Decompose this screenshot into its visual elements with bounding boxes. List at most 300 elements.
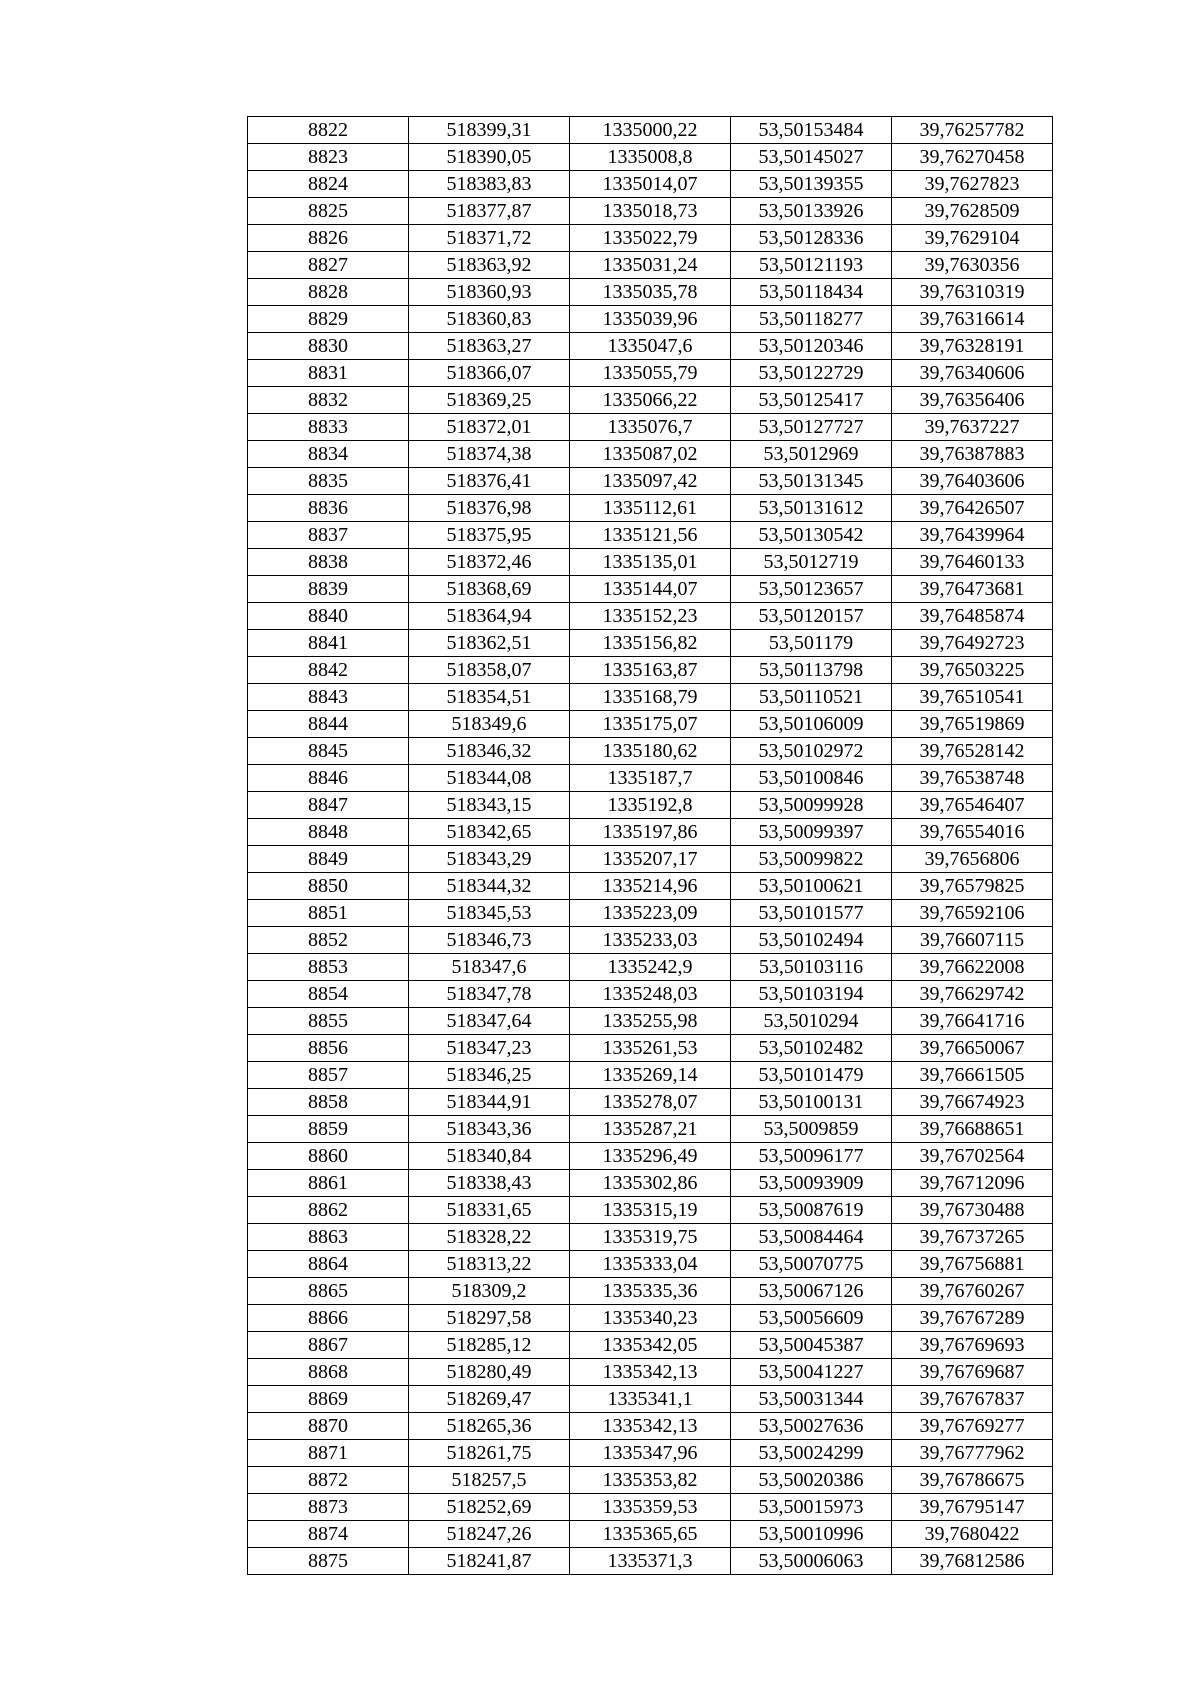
- table-row: [248, 792, 1053, 819]
- table-row: [248, 1332, 1053, 1359]
- longitude-cell: 39,76756881: [892, 1251, 1053, 1278]
- point-number-cell: 8857: [248, 1062, 409, 1089]
- y-coordinate-cell: 1335335,36: [570, 1278, 731, 1305]
- point-number-cell: 8863: [248, 1224, 409, 1251]
- y-coordinate-cell: 1335214,96: [570, 873, 731, 900]
- latitude-cell: 53,50125417: [731, 387, 892, 414]
- latitude-cell: 53,50093909: [731, 1170, 892, 1197]
- y-coordinate-cell: 1335187,7: [570, 765, 731, 792]
- y-coordinate-cell: 1335278,07: [570, 1089, 731, 1116]
- latitude-cell: 53,50067126: [731, 1278, 892, 1305]
- y-coordinate-cell: 1335371,3: [570, 1548, 731, 1575]
- x-coordinate-cell: 518383,83: [409, 171, 570, 198]
- x-coordinate-cell: 518343,29: [409, 846, 570, 873]
- table-row: [248, 1224, 1053, 1251]
- longitude-cell: 39,76629742: [892, 981, 1053, 1008]
- point-number-cell: 8838: [248, 549, 409, 576]
- latitude-cell: 53,50118434: [731, 279, 892, 306]
- y-coordinate-cell: 1335269,14: [570, 1062, 731, 1089]
- y-coordinate-cell: 1335163,87: [570, 657, 731, 684]
- table-row: [248, 360, 1053, 387]
- point-number-cell: 8825: [248, 198, 409, 225]
- latitude-cell: 53,50015973: [731, 1494, 892, 1521]
- table-row: [248, 333, 1053, 360]
- longitude-cell: 39,7628509: [892, 198, 1053, 225]
- table-row: [248, 954, 1053, 981]
- y-coordinate-cell: 1335018,73: [570, 198, 731, 225]
- x-coordinate-cell: 518363,27: [409, 333, 570, 360]
- point-number-cell: 8861: [248, 1170, 409, 1197]
- x-coordinate-cell: 518377,87: [409, 198, 570, 225]
- x-coordinate-cell: 518313,22: [409, 1251, 570, 1278]
- table-row: [248, 252, 1053, 279]
- table-row: [248, 441, 1053, 468]
- table-row: [248, 846, 1053, 873]
- x-coordinate-cell: 518362,51: [409, 630, 570, 657]
- y-coordinate-cell: 1335076,7: [570, 414, 731, 441]
- table-row: [248, 1494, 1053, 1521]
- table-row: [248, 414, 1053, 441]
- latitude-cell: 53,50027636: [731, 1413, 892, 1440]
- x-coordinate-cell: 518280,49: [409, 1359, 570, 1386]
- y-coordinate-cell: 1335014,07: [570, 171, 731, 198]
- table-row: [248, 819, 1053, 846]
- table-row: [248, 1548, 1053, 1575]
- latitude-cell: 53,50139355: [731, 171, 892, 198]
- point-number-cell: 8860: [248, 1143, 409, 1170]
- point-number-cell: 8864: [248, 1251, 409, 1278]
- longitude-cell: 39,76257782: [892, 117, 1053, 144]
- point-number-cell: 8831: [248, 360, 409, 387]
- x-coordinate-cell: 518360,93: [409, 279, 570, 306]
- point-number-cell: 8830: [248, 333, 409, 360]
- y-coordinate-cell: 1335039,96: [570, 306, 731, 333]
- point-number-cell: 8835: [248, 468, 409, 495]
- point-number-cell: 8868: [248, 1359, 409, 1386]
- latitude-cell: 53,50128336: [731, 225, 892, 252]
- longitude-cell: 39,76786675: [892, 1467, 1053, 1494]
- x-coordinate-cell: 518376,41: [409, 468, 570, 495]
- x-coordinate-cell: 518390,05: [409, 144, 570, 171]
- longitude-cell: 39,76674923: [892, 1089, 1053, 1116]
- latitude-cell: 53,50123657: [731, 576, 892, 603]
- y-coordinate-cell: 1335359,53: [570, 1494, 731, 1521]
- longitude-cell: 39,76528142: [892, 738, 1053, 765]
- longitude-cell: 39,76767837: [892, 1386, 1053, 1413]
- table-row: [248, 1521, 1053, 1548]
- latitude-cell: 53,50100846: [731, 765, 892, 792]
- latitude-cell: 53,50099822: [731, 846, 892, 873]
- table-row: [248, 549, 1053, 576]
- latitude-cell: 53,50045387: [731, 1332, 892, 1359]
- latitude-cell: 53,50103194: [731, 981, 892, 1008]
- point-number-cell: 8875: [248, 1548, 409, 1575]
- longitude-cell: 39,76592106: [892, 900, 1053, 927]
- latitude-cell: 53,501179: [731, 630, 892, 657]
- table-row: [248, 171, 1053, 198]
- table-row: [248, 306, 1053, 333]
- point-number-cell: 8849: [248, 846, 409, 873]
- point-number-cell: 8872: [248, 1467, 409, 1494]
- longitude-cell: 39,76426507: [892, 495, 1053, 522]
- latitude-cell: 53,50056609: [731, 1305, 892, 1332]
- latitude-cell: 53,50145027: [731, 144, 892, 171]
- longitude-cell: 39,7680422: [892, 1521, 1053, 1548]
- latitude-cell: 53,50106009: [731, 711, 892, 738]
- longitude-cell: 39,76538748: [892, 765, 1053, 792]
- point-number-cell: 8840: [248, 603, 409, 630]
- y-coordinate-cell: 1335156,82: [570, 630, 731, 657]
- longitude-cell: 39,7637227: [892, 414, 1053, 441]
- point-number-cell: 8855: [248, 1008, 409, 1035]
- point-number-cell: 8874: [248, 1521, 409, 1548]
- y-coordinate-cell: 1335055,79: [570, 360, 731, 387]
- latitude-cell: 53,50102482: [731, 1035, 892, 1062]
- point-number-cell: 8854: [248, 981, 409, 1008]
- latitude-cell: 53,50121193: [731, 252, 892, 279]
- longitude-cell: 39,7630356: [892, 252, 1053, 279]
- y-coordinate-cell: 1335197,86: [570, 819, 731, 846]
- x-coordinate-cell: 518345,53: [409, 900, 570, 927]
- point-number-cell: 8836: [248, 495, 409, 522]
- point-number-cell: 8848: [248, 819, 409, 846]
- x-coordinate-cell: 518285,12: [409, 1332, 570, 1359]
- y-coordinate-cell: 1335066,22: [570, 387, 731, 414]
- y-coordinate-cell: 1335248,03: [570, 981, 731, 1008]
- point-number-cell: 8871: [248, 1440, 409, 1467]
- point-number-cell: 8841: [248, 630, 409, 657]
- point-number-cell: 8866: [248, 1305, 409, 1332]
- y-coordinate-cell: 1335233,03: [570, 927, 731, 954]
- longitude-cell: 39,76387883: [892, 441, 1053, 468]
- y-coordinate-cell: 1335365,65: [570, 1521, 731, 1548]
- y-coordinate-cell: 1335315,19: [570, 1197, 731, 1224]
- longitude-cell: 39,76460133: [892, 549, 1053, 576]
- longitude-cell: 39,76769277: [892, 1413, 1053, 1440]
- longitude-cell: 39,76795147: [892, 1494, 1053, 1521]
- y-coordinate-cell: 1335342,13: [570, 1413, 731, 1440]
- longitude-cell: 39,76641716: [892, 1008, 1053, 1035]
- y-coordinate-cell: 1335121,56: [570, 522, 731, 549]
- y-coordinate-cell: 1335022,79: [570, 225, 731, 252]
- longitude-cell: 39,76702564: [892, 1143, 1053, 1170]
- point-number-cell: 8826: [248, 225, 409, 252]
- y-coordinate-cell: 1335347,96: [570, 1440, 731, 1467]
- latitude-cell: 53,50103116: [731, 954, 892, 981]
- longitude-cell: 39,7656806: [892, 846, 1053, 873]
- table-row: [248, 1143, 1053, 1170]
- table-row: [248, 1251, 1053, 1278]
- x-coordinate-cell: 518354,51: [409, 684, 570, 711]
- table-row: [248, 981, 1053, 1008]
- y-coordinate-cell: 1335207,17: [570, 846, 731, 873]
- latitude-cell: 53,50020386: [731, 1467, 892, 1494]
- table-row: [248, 1413, 1053, 1440]
- x-coordinate-cell: 518344,08: [409, 765, 570, 792]
- y-coordinate-cell: 1335175,07: [570, 711, 731, 738]
- longitude-cell: 39,76554016: [892, 819, 1053, 846]
- latitude-cell: 53,50153484: [731, 117, 892, 144]
- table-row: [248, 1035, 1053, 1062]
- y-coordinate-cell: 1335180,62: [570, 738, 731, 765]
- longitude-cell: 39,76356406: [892, 387, 1053, 414]
- longitude-cell: 39,76510541: [892, 684, 1053, 711]
- x-coordinate-cell: 518261,75: [409, 1440, 570, 1467]
- x-coordinate-cell: 518309,2: [409, 1278, 570, 1305]
- latitude-cell: 53,50024299: [731, 1440, 892, 1467]
- longitude-cell: 39,76777962: [892, 1440, 1053, 1467]
- y-coordinate-cell: 1335341,1: [570, 1386, 731, 1413]
- x-coordinate-cell: 518297,58: [409, 1305, 570, 1332]
- x-coordinate-cell: 518265,36: [409, 1413, 570, 1440]
- latitude-cell: 53,50010996: [731, 1521, 892, 1548]
- longitude-cell: 39,76328191: [892, 333, 1053, 360]
- x-coordinate-cell: 518371,72: [409, 225, 570, 252]
- y-coordinate-cell: 1335144,07: [570, 576, 731, 603]
- y-coordinate-cell: 1335261,53: [570, 1035, 731, 1062]
- table-row: [248, 765, 1053, 792]
- point-number-cell: 8846: [248, 765, 409, 792]
- table-row: [248, 738, 1053, 765]
- longitude-cell: 39,76316614: [892, 306, 1053, 333]
- table-row: [248, 1359, 1053, 1386]
- point-number-cell: 8858: [248, 1089, 409, 1116]
- latitude-cell: 53,50133926: [731, 198, 892, 225]
- table-row: [248, 225, 1053, 252]
- point-number-cell: 8869: [248, 1386, 409, 1413]
- x-coordinate-cell: 518399,31: [409, 117, 570, 144]
- x-coordinate-cell: 518328,22: [409, 1224, 570, 1251]
- latitude-cell: 53,50127727: [731, 414, 892, 441]
- longitude-cell: 39,76812586: [892, 1548, 1053, 1575]
- point-number-cell: 8859: [248, 1116, 409, 1143]
- latitude-cell: 53,5009859: [731, 1116, 892, 1143]
- point-number-cell: 8847: [248, 792, 409, 819]
- y-coordinate-cell: 1335112,61: [570, 495, 731, 522]
- table-row: [248, 1170, 1053, 1197]
- x-coordinate-cell: 518340,84: [409, 1143, 570, 1170]
- y-coordinate-cell: 1335135,01: [570, 549, 731, 576]
- latitude-cell: 53,50120346: [731, 333, 892, 360]
- y-coordinate-cell: 1335035,78: [570, 279, 731, 306]
- latitude-cell: 53,50118277: [731, 306, 892, 333]
- x-coordinate-cell: 518363,92: [409, 252, 570, 279]
- x-coordinate-cell: 518360,83: [409, 306, 570, 333]
- table-row: [248, 144, 1053, 171]
- longitude-cell: 39,76270458: [892, 144, 1053, 171]
- latitude-cell: 53,50120157: [731, 603, 892, 630]
- x-coordinate-cell: 518347,64: [409, 1008, 570, 1035]
- y-coordinate-cell: 1335223,09: [570, 900, 731, 927]
- latitude-cell: 53,50130542: [731, 522, 892, 549]
- y-coordinate-cell: 1335087,02: [570, 441, 731, 468]
- y-coordinate-cell: 1335192,8: [570, 792, 731, 819]
- x-coordinate-cell: 518346,73: [409, 927, 570, 954]
- x-coordinate-cell: 518331,65: [409, 1197, 570, 1224]
- table-row: [248, 1116, 1053, 1143]
- x-coordinate-cell: 518338,43: [409, 1170, 570, 1197]
- table-row: [248, 1197, 1053, 1224]
- longitude-cell: 39,7627823: [892, 171, 1053, 198]
- y-coordinate-cell: 1335333,04: [570, 1251, 731, 1278]
- x-coordinate-cell: 518372,46: [409, 549, 570, 576]
- latitude-cell: 53,50102972: [731, 738, 892, 765]
- table-row: [248, 1440, 1053, 1467]
- longitude-cell: 39,76730488: [892, 1197, 1053, 1224]
- x-coordinate-cell: 518346,25: [409, 1062, 570, 1089]
- point-number-cell: 8822: [248, 117, 409, 144]
- coordinates-table: [247, 116, 1053, 1575]
- y-coordinate-cell: 1335340,23: [570, 1305, 731, 1332]
- table-row: [248, 873, 1053, 900]
- x-coordinate-cell: 518344,32: [409, 873, 570, 900]
- latitude-cell: 53,50100621: [731, 873, 892, 900]
- point-number-cell: 8850: [248, 873, 409, 900]
- y-coordinate-cell: 1335031,24: [570, 252, 731, 279]
- x-coordinate-cell: 518344,91: [409, 1089, 570, 1116]
- table-row: [248, 495, 1053, 522]
- y-coordinate-cell: 1335008,8: [570, 144, 731, 171]
- y-coordinate-cell: 1335296,49: [570, 1143, 731, 1170]
- x-coordinate-cell: 518366,07: [409, 360, 570, 387]
- longitude-cell: 39,76492723: [892, 630, 1053, 657]
- latitude-cell: 53,50099397: [731, 819, 892, 846]
- latitude-cell: 53,5012969: [731, 441, 892, 468]
- y-coordinate-cell: 1335353,82: [570, 1467, 731, 1494]
- longitude-cell: 39,76403606: [892, 468, 1053, 495]
- table-row: [248, 711, 1053, 738]
- longitude-cell: 39,76439964: [892, 522, 1053, 549]
- point-number-cell: 8824: [248, 171, 409, 198]
- x-coordinate-cell: 518241,87: [409, 1548, 570, 1575]
- latitude-cell: 53,50041227: [731, 1359, 892, 1386]
- table-row: [248, 630, 1053, 657]
- latitude-cell: 53,50031344: [731, 1386, 892, 1413]
- table-row: [248, 1467, 1053, 1494]
- table-row: [248, 1008, 1053, 1035]
- x-coordinate-cell: 518364,94: [409, 603, 570, 630]
- table-row: [248, 684, 1053, 711]
- table-row: [248, 1062, 1053, 1089]
- x-coordinate-cell: 518252,69: [409, 1494, 570, 1521]
- x-coordinate-cell: 518247,26: [409, 1521, 570, 1548]
- y-coordinate-cell: 1335319,75: [570, 1224, 731, 1251]
- point-number-cell: 8834: [248, 441, 409, 468]
- y-coordinate-cell: 1335242,9: [570, 954, 731, 981]
- point-number-cell: 8852: [248, 927, 409, 954]
- table-row: [248, 576, 1053, 603]
- point-number-cell: 8832: [248, 387, 409, 414]
- y-coordinate-cell: 1335047,6: [570, 333, 731, 360]
- longitude-cell: 39,76737265: [892, 1224, 1053, 1251]
- longitude-cell: 39,76622008: [892, 954, 1053, 981]
- x-coordinate-cell: 518347,78: [409, 981, 570, 1008]
- y-coordinate-cell: 1335287,21: [570, 1116, 731, 1143]
- point-number-cell: 8828: [248, 279, 409, 306]
- x-coordinate-cell: 518343,15: [409, 792, 570, 819]
- point-number-cell: 8833: [248, 414, 409, 441]
- latitude-cell: 53,50100131: [731, 1089, 892, 1116]
- table-row: [248, 900, 1053, 927]
- latitude-cell: 53,50084464: [731, 1224, 892, 1251]
- longitude-cell: 39,76767289: [892, 1305, 1053, 1332]
- table-row: [248, 522, 1053, 549]
- x-coordinate-cell: 518358,07: [409, 657, 570, 684]
- latitude-cell: 53,5010294: [731, 1008, 892, 1035]
- longitude-cell: 39,76579825: [892, 873, 1053, 900]
- point-number-cell: 8870: [248, 1413, 409, 1440]
- x-coordinate-cell: 518349,6: [409, 711, 570, 738]
- longitude-cell: 39,76473681: [892, 576, 1053, 603]
- longitude-cell: 39,76607115: [892, 927, 1053, 954]
- longitude-cell: 39,76661505: [892, 1062, 1053, 1089]
- y-coordinate-cell: 1335342,05: [570, 1332, 731, 1359]
- table-row: [248, 927, 1053, 954]
- table-row: [248, 468, 1053, 495]
- point-number-cell: 8845: [248, 738, 409, 765]
- point-number-cell: 8853: [248, 954, 409, 981]
- x-coordinate-cell: 518257,5: [409, 1467, 570, 1494]
- longitude-cell: 39,76760267: [892, 1278, 1053, 1305]
- x-coordinate-cell: 518369,25: [409, 387, 570, 414]
- point-number-cell: 8867: [248, 1332, 409, 1359]
- latitude-cell: 53,50099928: [731, 792, 892, 819]
- longitude-cell: 39,76769687: [892, 1359, 1053, 1386]
- point-number-cell: 8843: [248, 684, 409, 711]
- longitude-cell: 39,76340606: [892, 360, 1053, 387]
- latitude-cell: 53,50101479: [731, 1062, 892, 1089]
- latitude-cell: 53,50110521: [731, 684, 892, 711]
- longitude-cell: 39,76712096: [892, 1170, 1053, 1197]
- latitude-cell: 53,50096177: [731, 1143, 892, 1170]
- latitude-cell: 53,50131345: [731, 468, 892, 495]
- latitude-cell: 53,50122729: [731, 360, 892, 387]
- longitude-cell: 39,76650067: [892, 1035, 1053, 1062]
- x-coordinate-cell: 518343,36: [409, 1116, 570, 1143]
- latitude-cell: 53,50131612: [731, 495, 892, 522]
- x-coordinate-cell: 518374,38: [409, 441, 570, 468]
- latitude-cell: 53,50102494: [731, 927, 892, 954]
- x-coordinate-cell: 518346,32: [409, 738, 570, 765]
- x-coordinate-cell: 518375,95: [409, 522, 570, 549]
- y-coordinate-cell: 1335342,13: [570, 1359, 731, 1386]
- table-row: [248, 279, 1053, 306]
- y-coordinate-cell: 1335255,98: [570, 1008, 731, 1035]
- point-number-cell: 8851: [248, 900, 409, 927]
- point-number-cell: 8823: [248, 144, 409, 171]
- x-coordinate-cell: 518342,65: [409, 819, 570, 846]
- longitude-cell: 39,76485874: [892, 603, 1053, 630]
- point-number-cell: 8839: [248, 576, 409, 603]
- longitude-cell: 39,76503225: [892, 657, 1053, 684]
- longitude-cell: 39,76688651: [892, 1116, 1053, 1143]
- point-number-cell: 8829: [248, 306, 409, 333]
- table-row: [248, 1305, 1053, 1332]
- x-coordinate-cell: 518376,98: [409, 495, 570, 522]
- table-row: [248, 117, 1053, 144]
- x-coordinate-cell: 518347,6: [409, 954, 570, 981]
- latitude-cell: 53,5012719: [731, 549, 892, 576]
- x-coordinate-cell: 518347,23: [409, 1035, 570, 1062]
- y-coordinate-cell: 1335168,79: [570, 684, 731, 711]
- table-row: [248, 198, 1053, 225]
- table-row: [248, 657, 1053, 684]
- coordinates-table-body: [248, 117, 1053, 1575]
- point-number-cell: 8862: [248, 1197, 409, 1224]
- table-row: [248, 1386, 1053, 1413]
- longitude-cell: 39,76519869: [892, 711, 1053, 738]
- x-coordinate-cell: 518368,69: [409, 576, 570, 603]
